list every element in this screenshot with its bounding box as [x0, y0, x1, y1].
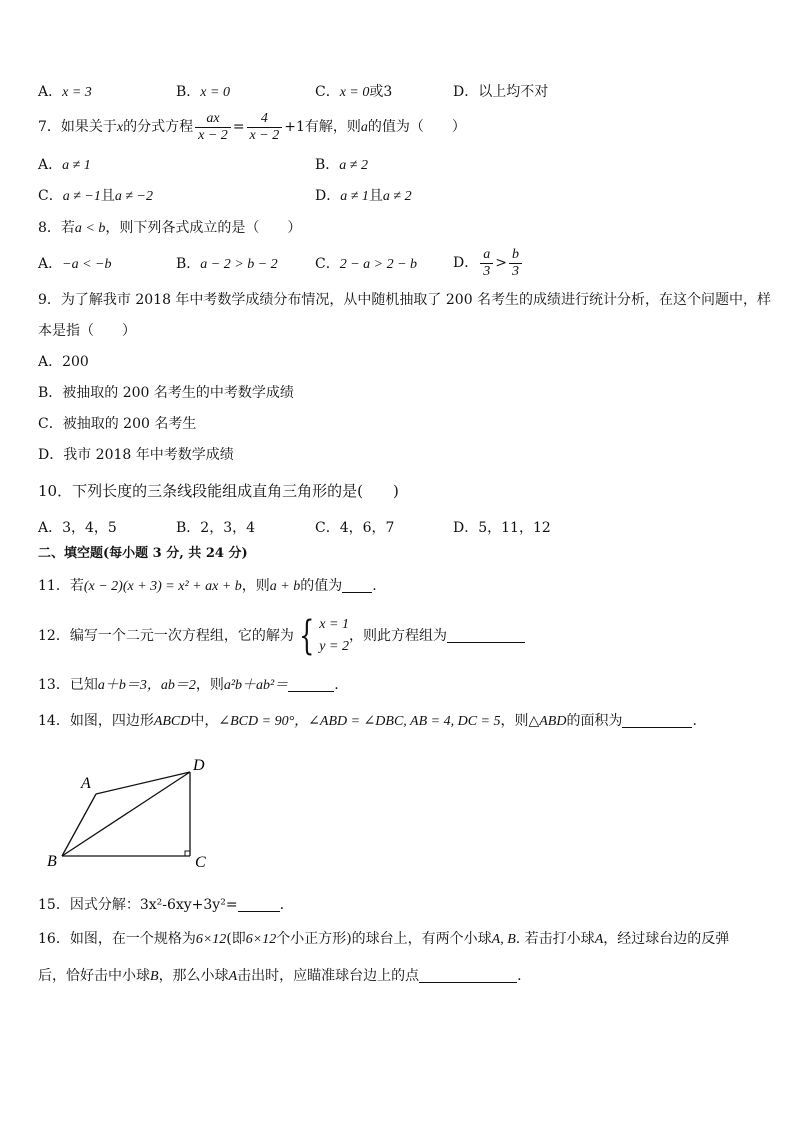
q6-option-b: B．x = 0	[176, 84, 230, 100]
edge-ab	[62, 794, 96, 856]
q16-stem-line1: 16．如图，在一个规格为6×12(即6×12个小正方形)的球台上，有两个小球A, B. 若击打小球A，经过球台边的反弹	[38, 931, 730, 947]
q7-option-d: D．a ≠ 1且a ≠ 2	[315, 188, 412, 204]
q13-answer-blank	[288, 677, 334, 692]
q11-answer-blank	[342, 578, 372, 593]
q6-option-d: D．以上均不对	[453, 84, 549, 100]
label-b: B	[47, 853, 57, 870]
q10-stem: 10．下列长度的三条线段能组成直角三角形的是( )	[38, 482, 399, 500]
q10-option-a: A．3，4，5	[38, 520, 117, 536]
q7-option-b: B．a ≠ 2	[315, 157, 368, 173]
q13-stem: 13．已知a＋b＝3，ab＝2，则a²b＋ab²＝ .	[38, 677, 339, 693]
q12-stem: 12．编写一个二元一次方程组，它的解为 { x = 1 y = 2 ，则此方程组为	[38, 612, 525, 660]
label-c: C	[195, 854, 206, 871]
q16-stem-line2: 后，恰好击中小球B，那么小球A击出时，应瞄准球台边上的点 .	[38, 968, 522, 984]
q9-stem-line2: 本是指（ ）	[38, 323, 136, 339]
q10-option-b: B．2，3，4	[176, 520, 256, 536]
q9-option-d: D．我市 2018 年中考数学成绩	[38, 447, 234, 463]
q15-stem: 15．因式分解：3x²-6xy+3y²= .	[38, 897, 285, 913]
q9-option-a: A．200	[38, 354, 89, 370]
q12-answer-blank	[447, 628, 525, 643]
q7-fraction-1: $\frac{ax}{x - 2}$	[195, 111, 231, 144]
q6-option-c: C．x = 0或3	[315, 84, 393, 100]
right-angle-mark	[185, 851, 190, 856]
q7-option-c: C．a ≠ −1且a ≠ −2	[38, 188, 153, 204]
quadrilateral-figure	[40, 750, 220, 875]
q8-option-c: C．2 − a > 2 − b	[315, 256, 418, 272]
section-2-title: 二、填空题(每小题 3 分, 共 24 分)	[38, 546, 248, 561]
label-d: D	[193, 757, 205, 774]
q10-option-c: C．4，6，7	[315, 520, 395, 536]
q12-brace: {	[298, 613, 315, 659]
q7-option-a: A．a ≠ 1	[38, 157, 91, 173]
q8-stem: 8．若a < b，则下列各式成立的是（ ）	[38, 220, 302, 236]
q10-option-d: D．5，11，12	[453, 520, 551, 536]
q8-option-b: B．a − 2 > b − 2	[176, 256, 278, 272]
q6-option-a: A．x = 3	[38, 84, 92, 100]
q7-fraction-2: $\frac{4}{x - 2}$	[247, 111, 283, 144]
q9-option-b: B．被抽取的 200 名考生的中考数学成绩	[38, 385, 294, 401]
q14-answer-blank	[622, 713, 692, 728]
label-a: A	[81, 775, 91, 792]
q7-stem: 7．如果关于x的分式方程 $\frac{ax}{x - 2}$ = $\frac{4}{x - 2}$ +1有解，则a的值为（ ）	[38, 110, 466, 143]
q9-option-c: C．被抽取的 200 名考生	[38, 416, 197, 432]
q11-stem: 11．若(x − 2)(x + 3) = x² + ax + b，则a + b的值为 .	[38, 578, 377, 594]
q14-stem: 14．如图，四边形ABCD中，∠BCD = 90°，∠ABD = ∠DBC, AB = 4, DC = 5，则△ABD的面积为 .	[38, 713, 697, 729]
q8-option-d: D． $\frac{a}{3}$ > $\frac{b}{3}$	[453, 244, 524, 282]
q16-answer-blank	[419, 968, 517, 983]
q9-stem-line1: 9．为了解我市 2018 年中考数学成绩分布情况，从中随机抽取了 200 名考生的成绩进行统计分析，在这个问题中，样	[38, 292, 772, 308]
edge-ad	[96, 772, 190, 794]
q8-option-a: A．−a < −b	[38, 256, 112, 272]
q15-answer-blank	[238, 897, 280, 912]
